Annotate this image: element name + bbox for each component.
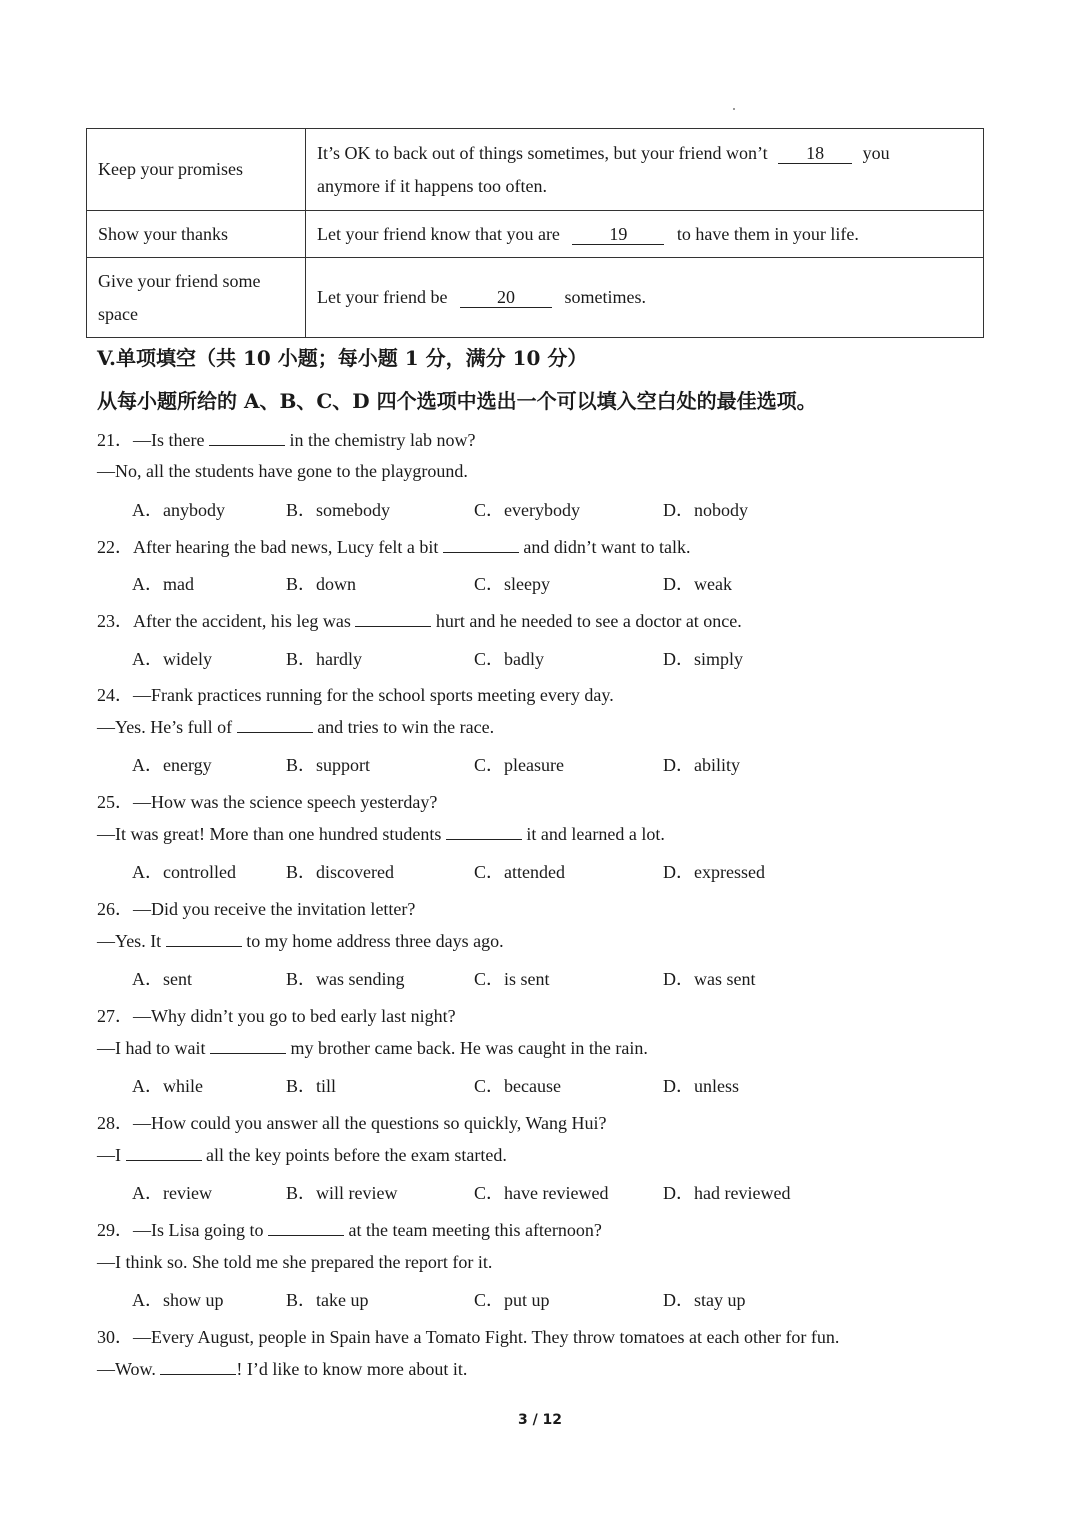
answer-blank <box>126 1146 202 1161</box>
option-d[interactable]: D．had reviewed <box>663 1183 791 1203</box>
option-c[interactable]: C．because <box>474 1076 561 1096</box>
table-row <box>87 258 984 338</box>
tip-cell: Keep your promises <box>87 129 306 211</box>
dialogue-line: —It was great! More than one hundred students it and learned a lot. <box>97 824 665 844</box>
question-26: 26．—Did you receive the invitation letter? <box>97 899 416 919</box>
dialogue-line: —Wow. ! I’d like to know more about it. <box>97 1359 468 1379</box>
option-d[interactable]: D．stay up <box>663 1290 746 1310</box>
table-row <box>87 211 984 258</box>
friendship-tips-table <box>86 128 984 338</box>
description-cell: Let your friend know that you are 19 to have them in your life. <box>306 211 984 258</box>
option-b[interactable]: B．support <box>286 755 371 775</box>
question-25: 25．—How was the science speech yesterday? <box>97 792 438 812</box>
options-22 <box>132 570 892 594</box>
answer-blank <box>160 1360 236 1375</box>
speck <box>733 108 735 110</box>
answer-blank <box>443 538 519 553</box>
dialogue-line: —No, all the students have gone to the playground. <box>97 461 468 481</box>
question-23: 23．After the accident, his leg was hurt and he needed to see a doctor at once. <box>97 611 742 631</box>
options-27 <box>132 1072 892 1096</box>
tip-cell: Show your thanks <box>87 211 306 258</box>
blank-20: 20 <box>460 287 552 308</box>
options-29 <box>132 1286 892 1310</box>
option-a[interactable]: A．while <box>132 1076 203 1096</box>
question-27: 27．—Why didn’t you go to bed early last night? <box>97 1006 456 1026</box>
option-a[interactable]: A．widely <box>132 649 212 669</box>
question-28: 28．—How could you answer all the questions so quickly, Wang Hui? <box>97 1113 607 1133</box>
option-a[interactable]: A．show up <box>132 1290 224 1310</box>
answer-blank <box>210 1039 286 1054</box>
dialogue-line: —I all the key points before the exam started. <box>97 1145 507 1165</box>
description-cell: Let your friend be 20 sometimes. <box>306 258 984 338</box>
options-21 <box>132 496 892 520</box>
option-a[interactable]: A．energy <box>132 755 212 775</box>
question-30: 30．—Every August, people in Spain have a Tomato Fight. They throw tomatoes at each other for fun. <box>97 1327 840 1347</box>
dialogue-line: —Yes. It to my home address three days ago. <box>97 931 504 951</box>
section-instruction: 从每小题所给的 A、B、C、D 四个选项中选出一个可以填入空白处的最佳选项。 <box>97 389 817 413</box>
option-a[interactable]: A．review <box>132 1183 212 1203</box>
option-b[interactable]: B．somebody <box>286 500 391 520</box>
option-c[interactable]: C．attended <box>474 862 565 882</box>
answer-blank <box>446 825 522 840</box>
option-d[interactable]: D．simply <box>663 649 744 669</box>
dialogue-line: —I had to wait my brother came back. He was caught in the rain. <box>97 1038 648 1058</box>
table-row <box>87 129 984 211</box>
option-c[interactable]: C．sleepy <box>474 574 550 594</box>
options-26 <box>132 965 892 989</box>
option-a[interactable]: A．sent <box>132 969 192 989</box>
question-22: 22．After hearing the bad news, Lucy felt a bit and didn’t want to talk. <box>97 537 691 557</box>
tip-cell: Give your friend some space <box>87 258 306 338</box>
answer-blank <box>237 718 313 733</box>
answer-blank <box>166 932 242 947</box>
option-d[interactable]: D．was sent <box>663 969 756 989</box>
answer-blank <box>268 1221 344 1236</box>
option-c[interactable]: C．put up <box>474 1290 550 1310</box>
options-25 <box>132 858 892 882</box>
question-29: 29．—Is Lisa going to at the team meeting this afternoon? <box>97 1220 602 1240</box>
option-c[interactable]: C．is sent <box>474 969 550 989</box>
option-b[interactable]: B．hardly <box>286 649 362 669</box>
options-28 <box>132 1179 892 1203</box>
option-a[interactable]: A．mad <box>132 574 194 594</box>
question-24: 24．—Frank practices running for the school sports meeting every day. <box>97 685 614 705</box>
option-a[interactable]: A．controlled <box>132 862 236 882</box>
question-21: 21．—Is there in the chemistry lab now? <box>97 430 476 450</box>
option-c[interactable]: C．pleasure <box>474 755 564 775</box>
option-c[interactable]: C．everybody <box>474 500 580 520</box>
option-d[interactable]: D．expressed <box>663 862 765 882</box>
option-c[interactable]: C．badly <box>474 649 544 669</box>
option-a[interactable]: A．anybody <box>132 500 225 520</box>
option-b[interactable]: B．down <box>286 574 357 594</box>
option-d[interactable]: D．ability <box>663 755 740 775</box>
dialogue-line: —I think so. She told me she prepared the report for it. <box>97 1252 493 1272</box>
option-b[interactable]: B．will review <box>286 1183 398 1203</box>
option-c[interactable]: C．have reviewed <box>474 1183 609 1203</box>
option-b[interactable]: B．till <box>286 1076 337 1096</box>
option-b[interactable]: B．was sending <box>286 969 405 989</box>
blank-18: 18 <box>778 143 852 164</box>
options-23 <box>132 645 892 669</box>
option-b[interactable]: B．discovered <box>286 862 394 882</box>
option-b[interactable]: B．take up <box>286 1290 369 1310</box>
page-number: 3 / 12 <box>517 1412 563 1428</box>
option-d[interactable]: D．unless <box>663 1076 739 1096</box>
answer-blank <box>355 612 431 627</box>
description-cell: It’s OK to back out of things sometimes, but your friend won’t 18 you anymore if it happens too often. <box>306 129 984 211</box>
options-24 <box>132 751 892 775</box>
blank-19: 19 <box>572 224 664 245</box>
answer-blank <box>209 431 285 446</box>
section-title: V.单项填空（共 10 小题；每小题 1 分，满分 10 分） <box>97 346 588 370</box>
option-d[interactable]: D．nobody <box>663 500 748 520</box>
option-d[interactable]: D．weak <box>663 574 732 594</box>
dialogue-line: —Yes. He’s full of and tries to win the race. <box>97 717 495 737</box>
